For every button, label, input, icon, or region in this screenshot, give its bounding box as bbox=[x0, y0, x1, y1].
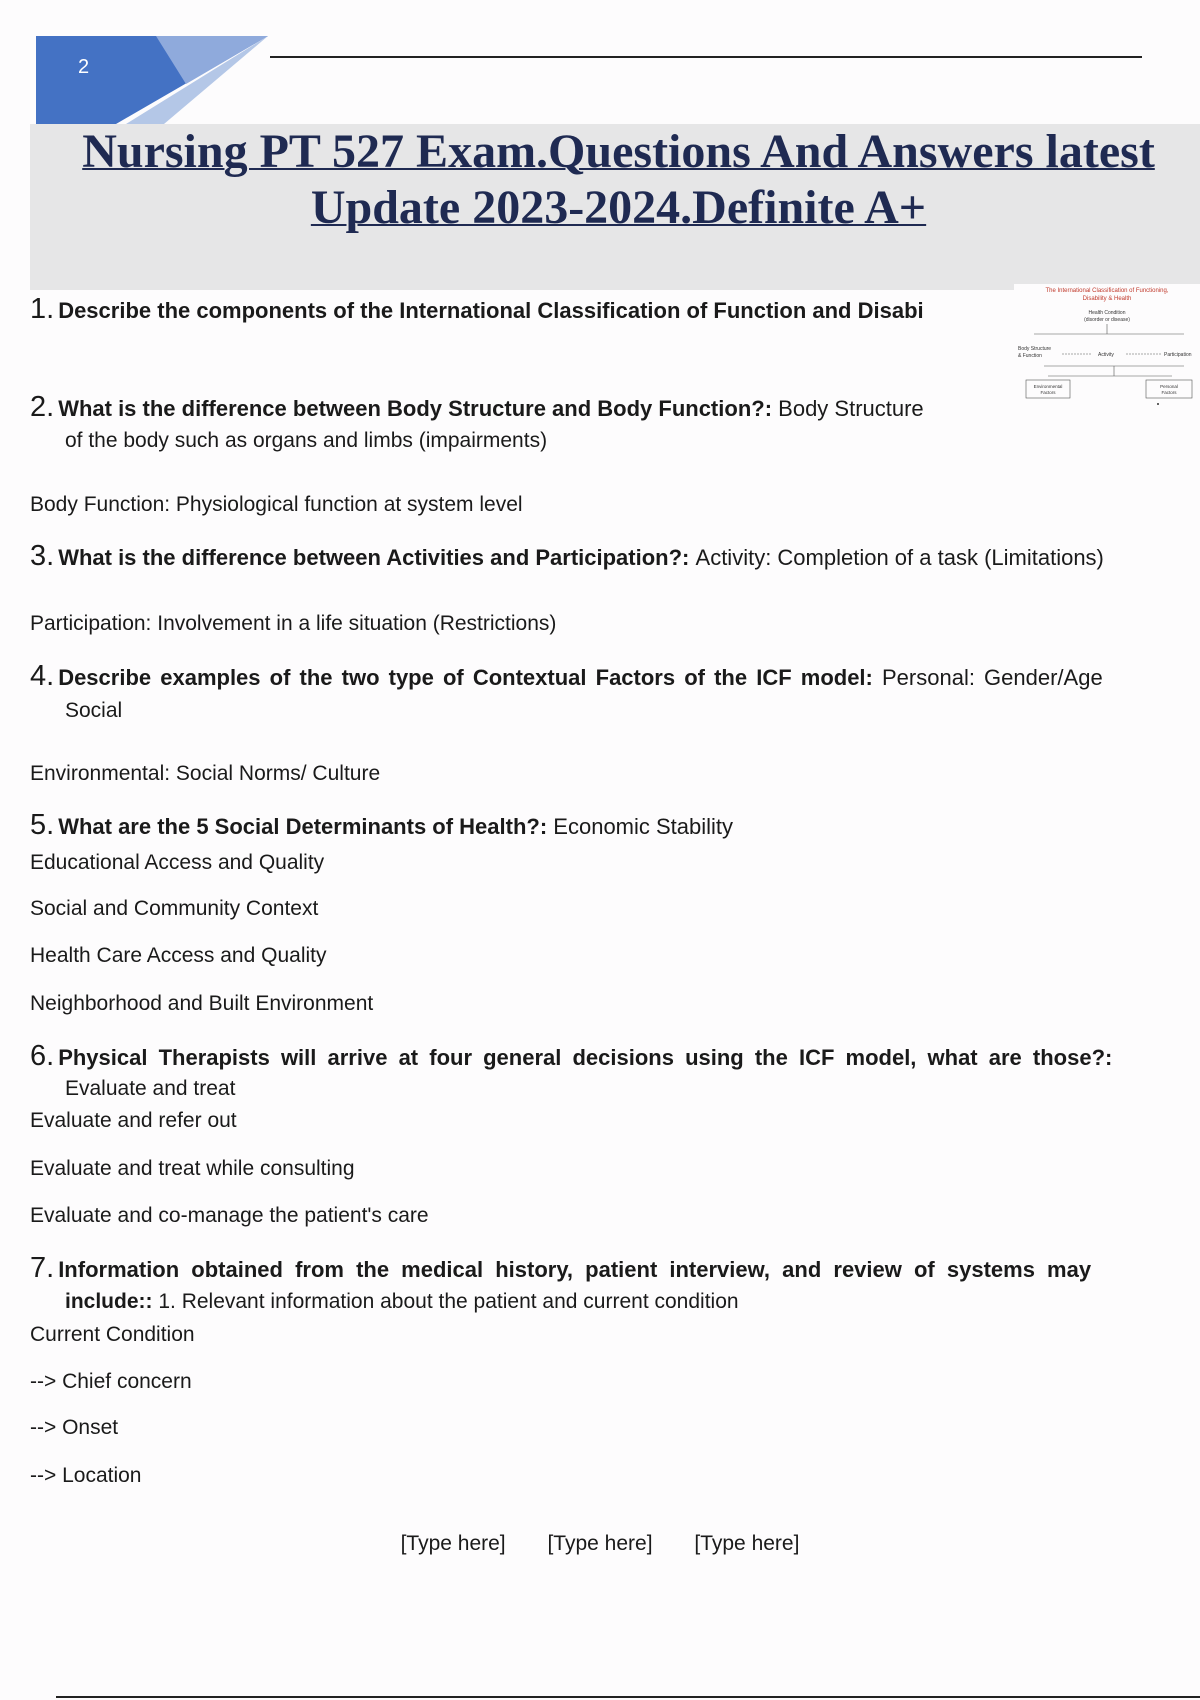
badge-graphic bbox=[36, 36, 268, 124]
question-7-continuation bbox=[65, 1288, 739, 1316]
question-2 bbox=[30, 392, 1015, 424]
question-number: 1. bbox=[30, 294, 55, 325]
question-4 bbox=[30, 661, 1200, 693]
question-number: 7. bbox=[30, 1253, 55, 1284]
footer-field-center[interactable]: [Type here] bbox=[547, 1532, 653, 1555]
answer-text: Personal: Gender/Age bbox=[882, 665, 1103, 690]
icf-activity: Activity bbox=[1098, 352, 1114, 358]
icf-personal-sub: Factors bbox=[1161, 390, 1177, 395]
icf-figure-title-2: Disability & Health bbox=[1082, 296, 1132, 302]
answer-line: Environmental: Social Norms/ Culture bbox=[30, 762, 381, 785]
answer-line: Body Function: Physiological function at system level bbox=[30, 493, 523, 516]
footer-rule bbox=[56, 1696, 1200, 1698]
question-7 bbox=[30, 1253, 1200, 1285]
icf-health-condition: Health Condition bbox=[1088, 310, 1126, 316]
question-text: Describe examples of the two type of Contextual Factors of the ICF model: bbox=[58, 665, 873, 690]
question-number: 4. bbox=[30, 661, 55, 692]
header-rule bbox=[270, 56, 1142, 58]
icf-health-condition-sub: (disorder or disease) bbox=[1084, 317, 1130, 323]
document-title bbox=[30, 124, 1200, 236]
question-number: 2. bbox=[30, 392, 55, 423]
icf-body-sub: & Function bbox=[1018, 353, 1042, 359]
icf-participation: Participation bbox=[1164, 352, 1192, 358]
title-line-1: Nursing PT 527 Exam.Questions And Answers latest bbox=[82, 125, 1155, 178]
answer-line: Evaluate and refer out bbox=[30, 1109, 237, 1132]
question-text: What are the 5 Social Determinants of Health?: bbox=[58, 814, 548, 839]
answer-line: Health Care Access and Quality bbox=[30, 944, 327, 967]
title-line-2: Update 2023-2024.Definite A+ bbox=[310, 181, 927, 234]
footer-field-left[interactable]: [Type here] bbox=[400, 1532, 506, 1555]
answer-continuation: of the body such as organs and limbs (impairments) bbox=[65, 429, 548, 452]
question-5 bbox=[30, 810, 1200, 842]
answer-line: Educational Access and Quality bbox=[30, 851, 325, 874]
icf-figure-title-1: The International Classification of Functioning, bbox=[1045, 288, 1169, 294]
icf-body: Body Structure bbox=[1018, 346, 1052, 352]
icf-model-figure bbox=[1014, 284, 1200, 424]
question-text: What is the difference between Activities and Participation?: bbox=[58, 545, 690, 570]
answer-line: Evaluate and co-manage the patient's care bbox=[30, 1204, 429, 1227]
question-number: 3. bbox=[30, 541, 55, 572]
icf-environmental-sub: Factors bbox=[1040, 390, 1056, 395]
answer-line: --> Chief concern bbox=[30, 1370, 192, 1393]
answer-text: Body Structure bbox=[778, 396, 924, 421]
answer-continuation: Evaluate and treat bbox=[65, 1077, 236, 1100]
footer-fields bbox=[0, 1530, 1200, 1558]
answer-line: Current Condition bbox=[30, 1323, 195, 1346]
answer-line: --> Onset bbox=[30, 1416, 119, 1439]
answer-line: Neighborhood and Built Environment bbox=[30, 992, 374, 1015]
question-text: Physical Therapists will arrive at four general decisions using the ICF model, what are those?: bbox=[58, 1045, 1113, 1070]
question-text: Describe the components of the International Classification of Function and Disabi bbox=[58, 298, 924, 323]
question-3 bbox=[30, 541, 1200, 573]
answer-line: Evaluate and treat while consulting bbox=[30, 1157, 355, 1180]
answer-continuation: Social bbox=[65, 699, 123, 722]
question-text: What is the difference between Body Structure and Body Function?: bbox=[58, 396, 773, 421]
question-1 bbox=[30, 294, 1015, 326]
icf-environmental: Environmental bbox=[1033, 384, 1063, 389]
answer-line: Participation: Involvement in a life situation (Restrictions) bbox=[30, 612, 557, 635]
footer-field-right[interactable]: [Type here] bbox=[694, 1532, 800, 1555]
icf-personal: Personal bbox=[1160, 384, 1178, 389]
question-6 bbox=[30, 1041, 1200, 1073]
page-number-badge bbox=[36, 36, 268, 124]
question-number: 5. bbox=[30, 810, 55, 841]
question-text: include:: bbox=[65, 1290, 153, 1313]
answer-line: --> Location bbox=[30, 1464, 142, 1487]
question-text: Information obtained from the medical history, patient interview, and review of systems may bbox=[58, 1257, 1092, 1282]
answer-text: Economic Stability bbox=[553, 814, 734, 839]
answer-text: 1. Relevant information about the patient and current condition bbox=[158, 1290, 739, 1313]
page-number: 2 bbox=[78, 56, 90, 78]
answer-text: Activity: Completion of a task (Limitations) bbox=[695, 545, 1104, 570]
answer-line: Social and Community Context bbox=[30, 897, 319, 920]
question-number: 6. bbox=[30, 1041, 55, 1072]
